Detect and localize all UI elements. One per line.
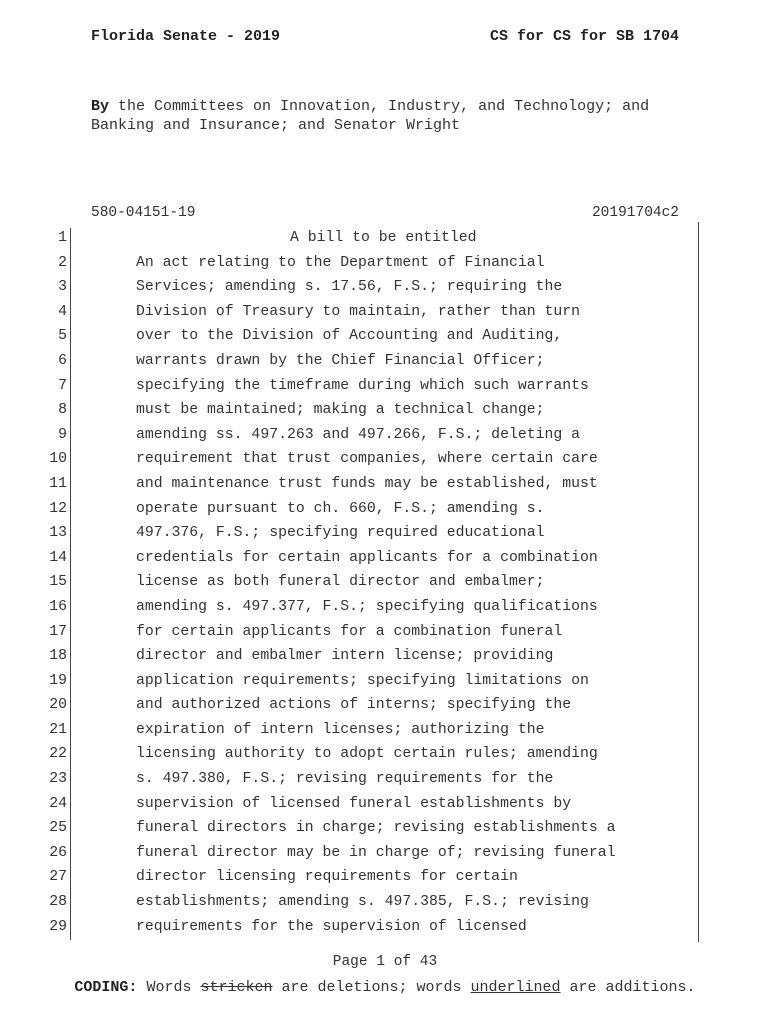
bill-line bbox=[0, 226, 770, 251]
bill-line bbox=[0, 669, 770, 694]
line-number: 9 bbox=[58, 426, 67, 443]
line-text: and maintenance trust funds may be established, must bbox=[136, 475, 598, 492]
line-number: 24 bbox=[49, 795, 67, 812]
line-text: Division of Treasury to maintain, rather than turn bbox=[136, 303, 580, 320]
line-number: 13 bbox=[49, 525, 67, 542]
line-number: 23 bbox=[49, 771, 67, 788]
document-code: 20191704c2 bbox=[591, 205, 679, 221]
bill-text-lines bbox=[0, 226, 770, 939]
line-number: 18 bbox=[49, 648, 67, 665]
line-text: requirements for the supervision of licensed bbox=[136, 918, 527, 935]
line-text: credentials for certain applicants for a combination bbox=[136, 549, 598, 566]
line-number: 14 bbox=[49, 549, 67, 566]
line-number: 10 bbox=[49, 451, 67, 468]
line-text: operate pursuant to ch. 660, F.S.; amending s. bbox=[136, 500, 545, 517]
bill-line bbox=[0, 620, 770, 645]
line-number: 3 bbox=[58, 279, 67, 296]
bill-line bbox=[0, 398, 770, 423]
bill-line bbox=[0, 792, 770, 817]
line-text: over to the Division of Accounting and Auditing, bbox=[136, 328, 563, 345]
line-text: funeral director may be in charge of; revising funeral bbox=[136, 844, 616, 861]
bill-line bbox=[0, 472, 770, 497]
line-number: 29 bbox=[49, 918, 67, 935]
line-text: director and embalmer intern license; providing bbox=[136, 648, 554, 665]
line-text: expiration of intern licenses; authorizing the bbox=[136, 721, 545, 738]
line-text: director licensing requirements for certain bbox=[136, 869, 518, 886]
line-number: 25 bbox=[49, 820, 67, 837]
bill-line bbox=[0, 718, 770, 743]
header-bill-number: CS for CS for SB 1704 bbox=[489, 28, 679, 45]
bill-line bbox=[0, 497, 770, 522]
coding-end: are additions. bbox=[560, 979, 696, 996]
page-indicator: Page 1 of 43 bbox=[332, 954, 438, 970]
document-id: 580-04151-19 bbox=[91, 205, 196, 221]
bill-line bbox=[0, 447, 770, 472]
bill-line bbox=[0, 374, 770, 399]
line-text: 497.376, F.S.; specifying required educational bbox=[136, 525, 545, 542]
line-number: 20 bbox=[49, 697, 67, 714]
line-number: 17 bbox=[49, 623, 67, 640]
line-number: 28 bbox=[49, 894, 67, 911]
coding-legend bbox=[0, 979, 770, 996]
line-number: 22 bbox=[49, 746, 67, 763]
line-text: Services; amending s. 17.56, F.S.; requiring the bbox=[136, 279, 563, 296]
line-text: establishments; amending s. 497.385, F.S.; revising bbox=[136, 894, 589, 911]
bill-line bbox=[0, 816, 770, 841]
line-number: 19 bbox=[49, 672, 67, 689]
sponsor-prefix: By bbox=[91, 98, 110, 115]
bill-line bbox=[0, 324, 770, 349]
bill-line bbox=[0, 742, 770, 767]
bill-line bbox=[0, 841, 770, 866]
line-number: 16 bbox=[49, 598, 67, 615]
sponsor-statement bbox=[91, 97, 691, 135]
coding-words: Words bbox=[137, 979, 201, 996]
line-text: must be maintained; making a technical change; bbox=[136, 402, 545, 419]
line-text: specifying the timeframe during which such warrants bbox=[136, 377, 589, 394]
line-text: licensing authority to adopt certain rules; amending bbox=[136, 746, 598, 763]
line-number: 27 bbox=[49, 869, 67, 886]
bill-line bbox=[0, 865, 770, 890]
line-text: license as both funeral director and embalmer; bbox=[136, 574, 545, 591]
line-text: s. 497.380, F.S.; revising requirements for the bbox=[136, 771, 554, 788]
bill-line bbox=[0, 595, 770, 620]
bill-line bbox=[0, 915, 770, 940]
line-number: 8 bbox=[58, 402, 67, 419]
header-chamber-year: Florida Senate - 2019 bbox=[91, 28, 281, 45]
bill-line bbox=[0, 546, 770, 571]
line-number: 21 bbox=[49, 721, 67, 738]
line-number: 12 bbox=[49, 500, 67, 517]
bill-line bbox=[0, 767, 770, 792]
bill-line bbox=[0, 275, 770, 300]
bill-line bbox=[0, 890, 770, 915]
coding-underlined-example: underlined bbox=[470, 979, 561, 996]
line-number: 5 bbox=[58, 328, 67, 345]
line-text: An act relating to the Department of Financial bbox=[136, 254, 545, 271]
line-text: A bill to be entitled bbox=[290, 230, 477, 246]
line-number: 1 bbox=[58, 230, 67, 246]
line-number: 7 bbox=[58, 377, 67, 394]
line-number: 4 bbox=[58, 303, 67, 320]
coding-mid: are deletions; words bbox=[272, 979, 471, 996]
line-number: 11 bbox=[49, 475, 67, 492]
line-text: requirement that trust companies, where certain care bbox=[136, 451, 598, 468]
line-number: 26 bbox=[49, 844, 67, 861]
bill-line bbox=[0, 570, 770, 595]
bill-line bbox=[0, 693, 770, 718]
line-number: 2 bbox=[58, 254, 67, 271]
bill-line bbox=[0, 300, 770, 325]
line-text: supervision of licensed funeral establishments by bbox=[136, 795, 572, 812]
bill-line bbox=[0, 521, 770, 546]
line-text: funeral directors in charge; revising establishments a bbox=[136, 820, 616, 837]
line-text: application requirements; specifying limitations on bbox=[136, 672, 589, 689]
line-text: warrants drawn by the Chief Financial Officer; bbox=[136, 352, 545, 369]
line-text: for certain applicants for a combination funeral bbox=[136, 623, 563, 640]
bill-line bbox=[0, 349, 770, 374]
bill-line bbox=[0, 644, 770, 669]
sponsor-text: the Committees on Innovation, Industry, and Technology; and Banking and Insurance; and Senator Wright bbox=[91, 98, 650, 134]
bill-line bbox=[0, 251, 770, 276]
coding-label: CODING: bbox=[74, 979, 138, 996]
line-number: 6 bbox=[58, 352, 67, 369]
line-text: amending ss. 497.263 and 497.266, F.S.; deleting a bbox=[136, 426, 580, 443]
line-text: amending s. 497.377, F.S.; specifying qualifications bbox=[136, 598, 598, 615]
coding-stricken-example: stricken bbox=[200, 979, 273, 996]
line-number: 15 bbox=[49, 574, 67, 591]
line-text: and authorized actions of interns; specifying the bbox=[136, 697, 572, 714]
bill-line bbox=[0, 423, 770, 448]
